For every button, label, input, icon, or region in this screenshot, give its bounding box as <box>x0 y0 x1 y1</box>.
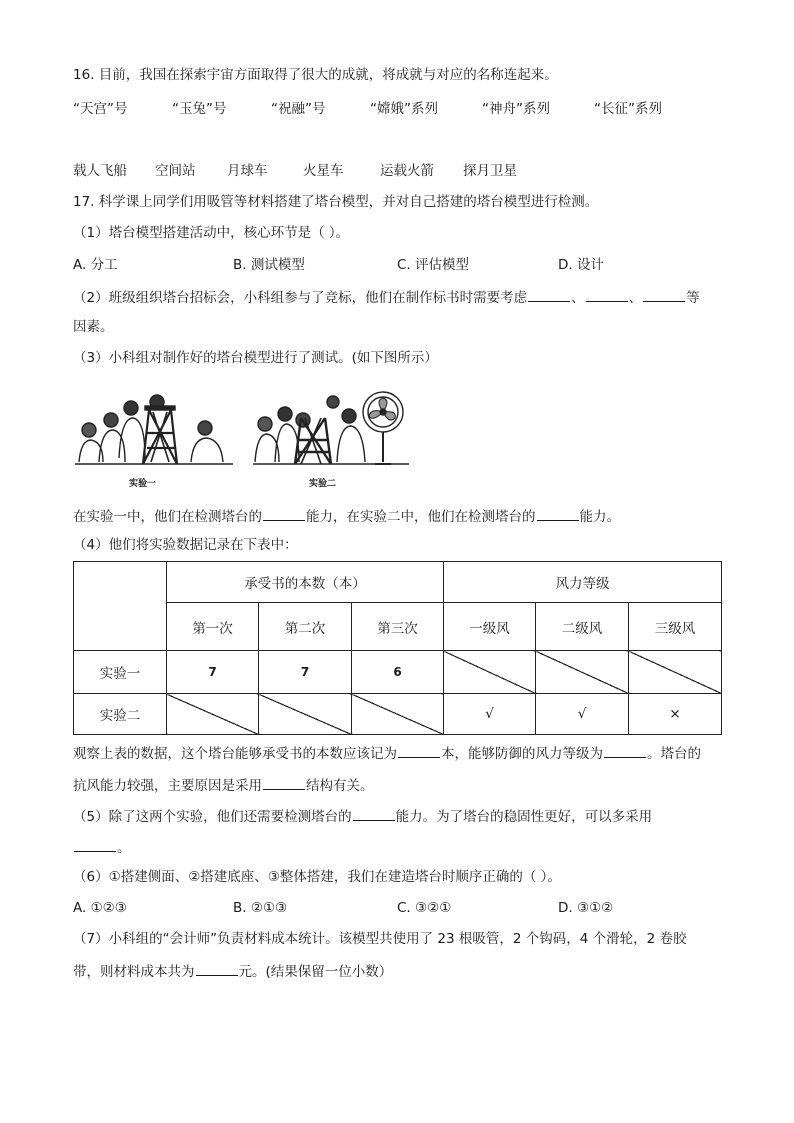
answer-blank[interactable] <box>528 287 570 302</box>
q17-p3-prompt: （3）小科组对制作好的塔台模型进行了测试。(如下图所示） <box>73 350 438 366</box>
q17-p4-prompt: （4）他们将实验数据记录在下表中： <box>73 537 298 553</box>
q17-p7-line2 <box>73 961 392 981</box>
q17-p2-line2: 因素。 <box>73 319 114 335</box>
table-row <box>74 651 722 694</box>
q17-p1-prompt: （1）塔台模型搭建活动中，核心环节是（ ）。 <box>73 225 350 241</box>
q17-p7-line1: （7）小科组的“会计师”负责材料成本统计。该模型共使用了 23 根吸管，2 个钩码，4 个滑轮，2 卷胶 <box>73 931 687 947</box>
q17-p7-text-1: 带，则材料成本共为 <box>73 964 195 980</box>
separator: 、 <box>628 290 643 306</box>
empty-slashed-cell <box>444 651 536 694</box>
q17-p3-text-1: 在实验一中，他们在检测塔台的 <box>73 509 262 525</box>
answer-blank[interactable] <box>604 743 646 758</box>
q16-achievement-4: 火星车 <box>303 163 344 179</box>
row-label-exp2: 实验二 <box>74 694 167 735</box>
table-row <box>74 694 722 735</box>
answer-blank[interactable] <box>586 287 628 302</box>
subheader-2nd: 第二次 <box>259 603 352 651</box>
answer-blank[interactable] <box>643 287 685 302</box>
q17-p4-observation-line1 <box>73 743 701 763</box>
answer-blank[interactable] <box>74 837 116 852</box>
q17-prompt: 17. 科学课上同学们用吸管等材料搭建了塔台模型，并对自己搭建的塔台模型进行检测。 <box>73 194 599 210</box>
q16-achievement-1: 载人飞船 <box>73 163 127 179</box>
header-books: 承受书的本数（本） <box>167 562 444 603</box>
experiment-1-drawing <box>75 395 233 464</box>
q16-name-3: “祝融”号 <box>271 101 326 117</box>
q17-p4-text-3: 。塔台的 <box>647 746 701 762</box>
empty-slashed-cell <box>629 651 722 694</box>
subheader-level1: 一级风 <box>444 603 536 651</box>
q17-p1-option-a: A. 分工 <box>73 257 118 273</box>
exp2-value-1: √ <box>444 694 536 735</box>
q17-p4-text-2: 本，能够防御的风力等级为 <box>441 746 603 762</box>
q16-name-5: “神舟”系列 <box>482 101 550 117</box>
q17-p3-text-2: 能力，在实验二中，他们在检测塔台的 <box>306 509 536 525</box>
row-label-exp1: 实验一 <box>74 651 167 694</box>
separator: 、 <box>571 290 585 306</box>
subheader-3rd: 第三次 <box>352 603 444 651</box>
q17-p1-option-b: B. 测试模型 <box>233 257 305 273</box>
empty-slashed-cell <box>167 694 259 735</box>
q16-name-1: “天宫”号 <box>73 101 128 117</box>
exp2-value-2: √ <box>536 694 629 735</box>
q17-p1-option-c: C. 评估模型 <box>397 257 470 273</box>
q17-p6-prompt: （6）①搭建侧面、②搭建底座、③整体搭建，我们在建造塔台时顺序正确的（ ）。 <box>73 869 561 885</box>
exp1-value-1: 7 <box>167 651 259 694</box>
q16-name-6: “长征”系列 <box>594 101 662 117</box>
answer-blank[interactable] <box>263 775 305 790</box>
header-wind-level: 风力等级 <box>444 562 722 603</box>
q17-p5-text-1: （5）除了这两个实验，他们还需要检测塔台的 <box>73 809 352 825</box>
q17-p4-text-5: 结构有关。 <box>306 778 374 794</box>
q17-p4-text-1: 观察上表的数据，这个塔台能够承受书的本数应该记为 <box>73 746 397 762</box>
subheader-level3: 三级风 <box>629 603 722 651</box>
q17-p2-text: （2）班级组织塔台招标会，小科组参与了竞标，他们在制作标书时需要考虑 <box>73 290 528 306</box>
q17-p5-line2 <box>73 837 131 857</box>
q16-prompt: 16. 目前，我国在探索宇宙方面取得了很大的成就，将成就与对应的名称连起来。 <box>73 67 558 83</box>
q16-name-4: “嫦娥”系列 <box>370 101 438 117</box>
q17-p2-end: 等 <box>686 290 700 306</box>
empty-slashed-cell <box>536 651 629 694</box>
q17-p6-option-d: D. ③①② <box>558 900 614 916</box>
answer-blank[interactable] <box>398 743 440 758</box>
q17-p3-text-3: 能力。 <box>579 509 620 525</box>
q17-p7-text-2: 元。(结果保留一位小数） <box>238 964 393 980</box>
q16-achievement-2: 空间站 <box>155 163 196 179</box>
experiment-illustrations <box>73 388 413 488</box>
exp1-value-2: 7 <box>259 651 352 694</box>
caption-experiment-2: 实验二 <box>309 479 337 489</box>
subheader-1st: 第一次 <box>167 603 259 651</box>
empty-slashed-cell <box>259 694 352 735</box>
answer-blank[interactable] <box>353 806 395 821</box>
answer-blank[interactable] <box>263 506 305 521</box>
exp2-value-3: × <box>629 694 722 735</box>
q17-p5-text-3: 。 <box>117 840 131 856</box>
subheader-level2: 二级风 <box>536 603 629 651</box>
experiment-data-table <box>73 561 722 735</box>
q17-p1-option-d: D. 设计 <box>558 257 604 273</box>
q17-p5-text-2: 能力。为了塔台的稳固性更好，可以多采用 <box>395 809 653 825</box>
q16-achievement-3: 月球车 <box>227 163 268 179</box>
caption-experiment-1: 实验一 <box>129 479 157 489</box>
q17-p4-observation-line2 <box>73 775 374 795</box>
q17-p3-question <box>73 506 620 526</box>
q17-p4-text-4: 抗风能力较强，主要原因是采用 <box>73 778 262 794</box>
q17-p2-line1 <box>73 287 700 307</box>
q17-p6-option-a: A. ①②③ <box>73 900 127 916</box>
answer-blank[interactable] <box>537 506 579 521</box>
answer-blank[interactable] <box>196 961 238 976</box>
q17-p6-option-c: C. ③②① <box>397 900 452 916</box>
experiment-drawing <box>73 388 413 470</box>
q16-achievement-6: 探月卫星 <box>463 163 517 179</box>
experiment-2-drawing <box>253 392 409 464</box>
empty-slashed-cell <box>352 694 444 735</box>
table-corner-cell <box>74 562 167 651</box>
q17-p5-line1 <box>73 806 652 826</box>
exp1-value-3: 6 <box>352 651 444 694</box>
q17-p6-option-b: B. ②①③ <box>233 900 288 916</box>
q16-achievement-5: 运载火箭 <box>380 163 434 179</box>
q16-name-2: “玉兔”号 <box>172 101 227 117</box>
